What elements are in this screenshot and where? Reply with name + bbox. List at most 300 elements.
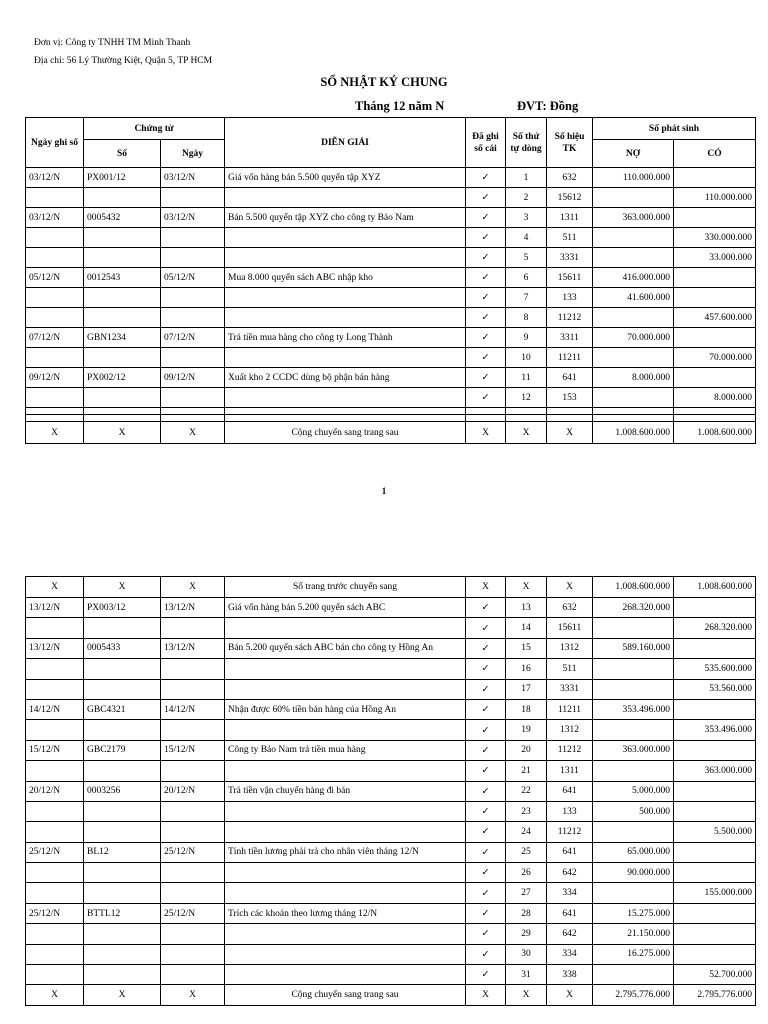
posted-check-icon: ✓ — [466, 308, 506, 328]
total-credit: 2.795.776.000 — [674, 985, 756, 1006]
col-voucher: Chứng từ — [84, 118, 225, 140]
debit-amount — [593, 965, 674, 985]
table-row — [26, 288, 756, 308]
x-mark: X — [26, 985, 84, 1006]
col-voucher-no: Số — [84, 140, 161, 168]
table-row — [26, 944, 756, 964]
line-number: 2 — [506, 188, 547, 208]
empty-row — [26, 415, 756, 422]
x-mark: X — [161, 985, 225, 1006]
posted-check-icon: ✓ — [466, 903, 506, 923]
line-number: 19 — [506, 720, 547, 740]
entry-date: 15/12/N — [26, 740, 84, 760]
line-number: 20 — [506, 740, 547, 760]
line-number: 18 — [506, 699, 547, 719]
line-number: 5 — [506, 248, 547, 268]
debit-amount: 8.000.000 — [593, 368, 674, 388]
credit-amount: 155.000.000 — [674, 883, 756, 903]
table-row — [26, 842, 756, 862]
account-number: 133 — [547, 801, 593, 821]
voucher-number — [84, 679, 161, 699]
entry-date — [26, 720, 84, 740]
empty-cell — [466, 415, 506, 422]
posted-check-icon: ✓ — [466, 740, 506, 760]
credit-amount: 52.700.000 — [674, 965, 756, 985]
debit-amount — [593, 388, 674, 408]
entry-description — [225, 883, 466, 903]
empty-cell — [593, 415, 674, 422]
empty-cell — [466, 408, 506, 415]
account-number: 1311 — [547, 208, 593, 228]
x-mark: X — [547, 422, 593, 444]
company-address: Địa chỉ: 56 Lý Thường Kiệt, Quận 5, TP HCM — [34, 56, 213, 66]
credit-amount — [674, 801, 756, 821]
entry-date — [26, 679, 84, 699]
col-credit: CÓ — [674, 140, 756, 168]
voucher-number — [84, 348, 161, 368]
voucher-date — [161, 883, 225, 903]
table-row — [26, 740, 756, 760]
posted-check-icon: ✓ — [466, 720, 506, 740]
total-debit: 1.008.600.000 — [593, 422, 674, 444]
account-number: 11212 — [547, 740, 593, 760]
line-number: 3 — [506, 208, 547, 228]
line-number: 13 — [506, 598, 547, 618]
journal-table-page-2 — [25, 576, 756, 1006]
debit-amount — [593, 618, 674, 638]
table-row — [26, 924, 756, 944]
account-number: 641 — [547, 903, 593, 923]
credit-amount — [674, 328, 756, 348]
empty-cell — [161, 408, 225, 415]
entry-description — [225, 924, 466, 944]
debit-amount — [593, 659, 674, 679]
voucher-number — [84, 965, 161, 985]
debit-amount: 589.160.000 — [593, 638, 674, 658]
credit-amount — [674, 638, 756, 658]
voucher-date — [161, 288, 225, 308]
entry-description — [225, 761, 466, 781]
empty-cell — [674, 408, 756, 415]
table-row — [26, 328, 756, 348]
x-mark: X — [547, 577, 593, 598]
voucher-number — [84, 822, 161, 842]
table-row — [26, 863, 756, 883]
total-label: Cộng chuyển sang trang sau — [225, 422, 466, 444]
credit-amount — [674, 208, 756, 228]
total-credit: 1.008.600.000 — [674, 577, 756, 598]
posted-check-icon: ✓ — [466, 188, 506, 208]
voucher-number: 0005432 — [84, 208, 161, 228]
entry-date: 25/12/N — [26, 842, 84, 862]
col-amount: Số phát sinh — [593, 118, 756, 140]
credit-amount — [674, 288, 756, 308]
posted-check-icon: ✓ — [466, 944, 506, 964]
debit-amount: 363.000.000 — [593, 208, 674, 228]
entry-description — [225, 348, 466, 368]
empty-cell — [225, 415, 466, 422]
entry-date — [26, 618, 84, 638]
account-number: 642 — [547, 924, 593, 944]
x-mark: X — [161, 577, 225, 598]
x-mark: X — [84, 985, 161, 1006]
account-number: 641 — [547, 781, 593, 801]
x-mark: X — [506, 422, 547, 444]
table-row — [26, 618, 756, 638]
empty-cell — [26, 415, 84, 422]
entry-date — [26, 883, 84, 903]
entry-description: Giá vốn hàng bán 5.200 quyển sách ABC — [225, 598, 466, 618]
table-row — [26, 228, 756, 248]
voucher-number — [84, 924, 161, 944]
x-mark: X — [84, 422, 161, 444]
posted-check-icon: ✓ — [466, 924, 506, 944]
debit-amount — [593, 348, 674, 368]
posted-check-icon: ✓ — [466, 679, 506, 699]
debit-amount — [593, 228, 674, 248]
account-number: 1312 — [547, 638, 593, 658]
voucher-number: BTTL12 — [84, 903, 161, 923]
credit-amount: 330.000.000 — [674, 228, 756, 248]
entry-date — [26, 924, 84, 944]
voucher-number — [84, 801, 161, 821]
entry-date: 20/12/N — [26, 781, 84, 801]
voucher-date — [161, 348, 225, 368]
entry-date: 13/12/N — [26, 598, 84, 618]
voucher-date — [161, 659, 225, 679]
debit-amount — [593, 679, 674, 699]
debit-amount: 268.320.000 — [593, 598, 674, 618]
table-row — [26, 638, 756, 658]
line-number: 22 — [506, 781, 547, 801]
posted-check-icon: ✓ — [466, 699, 506, 719]
credit-amount — [674, 863, 756, 883]
entry-date — [26, 248, 84, 268]
x-mark: X — [161, 422, 225, 444]
entry-date — [26, 228, 84, 248]
voucher-date — [161, 188, 225, 208]
account-number: 3331 — [547, 248, 593, 268]
line-number: 16 — [506, 659, 547, 679]
entry-description: Xuất kho 2 CCDC dùng bộ phận bán hàng — [225, 368, 466, 388]
line-number: 25 — [506, 842, 547, 862]
debit-amount: 21.150.000 — [593, 924, 674, 944]
posted-check-icon: ✓ — [466, 842, 506, 862]
voucher-date — [161, 761, 225, 781]
entry-date — [26, 761, 84, 781]
voucher-number: 0005433 — [84, 638, 161, 658]
posted-check-icon: ✓ — [466, 883, 506, 903]
voucher-number: 0012543 — [84, 268, 161, 288]
voucher-date — [161, 228, 225, 248]
account-number: 11212 — [547, 822, 593, 842]
debit-amount: 41.600.000 — [593, 288, 674, 308]
posted-check-icon: ✓ — [466, 208, 506, 228]
posted-check-icon: ✓ — [466, 761, 506, 781]
entry-date — [26, 863, 84, 883]
table-row — [26, 598, 756, 618]
credit-amount: 33.000.000 — [674, 248, 756, 268]
table-row — [26, 388, 756, 408]
posted-check-icon: ✓ — [466, 268, 506, 288]
line-number: 14 — [506, 618, 547, 638]
currency-unit: ĐVT: Đồng — [517, 99, 579, 113]
voucher-date — [161, 822, 225, 842]
debit-amount: 70.000.000 — [593, 328, 674, 348]
credit-amount — [674, 740, 756, 760]
page-number: 1 — [381, 486, 387, 496]
voucher-date: 03/12/N — [161, 168, 225, 188]
credit-amount: 8.000.000 — [674, 388, 756, 408]
account-number: 334 — [547, 944, 593, 964]
x-mark: X — [466, 422, 506, 444]
account-number: 15611 — [547, 268, 593, 288]
table-row — [26, 248, 756, 268]
entry-description — [225, 288, 466, 308]
empty-cell — [593, 408, 674, 415]
credit-amount — [674, 944, 756, 964]
posted-check-icon: ✓ — [466, 598, 506, 618]
voucher-date — [161, 863, 225, 883]
table-row — [26, 883, 756, 903]
empty-cell — [26, 408, 84, 415]
voucher-date — [161, 308, 225, 328]
credit-amount — [674, 781, 756, 801]
entry-date: 14/12/N — [26, 699, 84, 719]
voucher-number — [84, 720, 161, 740]
voucher-date — [161, 679, 225, 699]
entry-description — [225, 863, 466, 883]
voucher-date: 05/12/N — [161, 268, 225, 288]
table-row — [26, 761, 756, 781]
debit-amount: 363.000.000 — [593, 740, 674, 760]
empty-cell — [161, 415, 225, 422]
entry-date: 05/12/N — [26, 268, 84, 288]
table-row — [26, 208, 756, 228]
entry-description: Trả tiền mua hàng cho công ty Long Thành — [225, 328, 466, 348]
entry-description: Giá vốn hàng bán 5.500 quyển tập XYZ — [225, 168, 466, 188]
line-number: 28 — [506, 903, 547, 923]
line-number: 24 — [506, 822, 547, 842]
account-number: 338 — [547, 965, 593, 985]
line-number: 17 — [506, 679, 547, 699]
credit-amount — [674, 368, 756, 388]
account-number: 641 — [547, 842, 593, 862]
credit-amount: 353.496.000 — [674, 720, 756, 740]
table-row — [26, 801, 756, 821]
entry-description — [225, 228, 466, 248]
credit-amount: 70.000.000 — [674, 348, 756, 368]
entry-description — [225, 801, 466, 821]
col-voucher-date: Ngày — [161, 140, 225, 168]
voucher-number — [84, 308, 161, 328]
debit-amount: 5.000.000 — [593, 781, 674, 801]
posted-check-icon: ✓ — [466, 801, 506, 821]
credit-amount — [674, 598, 756, 618]
line-number: 15 — [506, 638, 547, 658]
line-number: 11 — [506, 368, 547, 388]
table-row — [26, 903, 756, 923]
entry-description — [225, 965, 466, 985]
posted-check-icon: ✓ — [466, 618, 506, 638]
voucher-number — [84, 388, 161, 408]
credit-amount: 457.600.000 — [674, 308, 756, 328]
account-number: 15611 — [547, 618, 593, 638]
debit-amount — [593, 883, 674, 903]
voucher-number: PX001/12 — [84, 168, 161, 188]
debit-amount — [593, 761, 674, 781]
voucher-date: 13/12/N — [161, 638, 225, 658]
voucher-date — [161, 248, 225, 268]
credit-amount — [674, 168, 756, 188]
account-number: 1311 — [547, 761, 593, 781]
voucher-number: GBC4321 — [84, 699, 161, 719]
table-row — [26, 822, 756, 842]
debit-amount — [593, 308, 674, 328]
x-mark: X — [506, 577, 547, 598]
entry-description — [225, 944, 466, 964]
empty-row — [26, 408, 756, 415]
account-number: 11211 — [547, 348, 593, 368]
x-mark: X — [26, 577, 84, 598]
entry-date: 25/12/N — [26, 903, 84, 923]
table-row — [26, 348, 756, 368]
empty-cell — [225, 408, 466, 415]
line-number: 26 — [506, 863, 547, 883]
debit-amount — [593, 248, 674, 268]
voucher-date — [161, 388, 225, 408]
posted-check-icon: ✓ — [466, 228, 506, 248]
carry-forward-row — [26, 985, 756, 1006]
posted-check-icon: ✓ — [466, 965, 506, 985]
voucher-number — [84, 659, 161, 679]
voucher-date: 07/12/N — [161, 328, 225, 348]
line-number: 21 — [506, 761, 547, 781]
line-number: 4 — [506, 228, 547, 248]
posted-check-icon: ✓ — [466, 168, 506, 188]
credit-amount: 110.000.000 — [674, 188, 756, 208]
credit-amount: 535.600.000 — [674, 659, 756, 679]
ledger-period: Tháng 12 năm N — [355, 99, 445, 113]
posted-check-icon: ✓ — [466, 659, 506, 679]
debit-amount — [593, 822, 674, 842]
entry-date — [26, 944, 84, 964]
account-number: 11211 — [547, 699, 593, 719]
account-number: 632 — [547, 168, 593, 188]
voucher-number — [84, 228, 161, 248]
entry-description — [225, 679, 466, 699]
voucher-date: 09/12/N — [161, 368, 225, 388]
table-row — [26, 188, 756, 208]
voucher-date — [161, 801, 225, 821]
debit-amount: 416.000.000 — [593, 268, 674, 288]
debit-amount — [593, 188, 674, 208]
line-number: 27 — [506, 883, 547, 903]
entry-description: Bán 5.500 quyển tập XYZ cho công ty Bảo Nam — [225, 208, 466, 228]
entry-date — [26, 965, 84, 985]
table-row — [26, 965, 756, 985]
posted-check-icon: ✓ — [466, 348, 506, 368]
voucher-date: 20/12/N — [161, 781, 225, 801]
entry-date — [26, 348, 84, 368]
voucher-number: PX003/12 — [84, 598, 161, 618]
voucher-date: 25/12/N — [161, 903, 225, 923]
col-debit: NỢ — [593, 140, 674, 168]
total-credit: 1.008.600.000 — [674, 422, 756, 444]
debit-amount: 65.000.000 — [593, 842, 674, 862]
voucher-number — [84, 288, 161, 308]
credit-amount — [674, 903, 756, 923]
line-number: 1 — [506, 168, 547, 188]
entry-description — [225, 188, 466, 208]
account-number: 133 — [547, 288, 593, 308]
account-number: 511 — [547, 228, 593, 248]
voucher-date: 13/12/N — [161, 598, 225, 618]
voucher-number: PX002/12 — [84, 368, 161, 388]
table-row — [26, 659, 756, 679]
voucher-number: GBC2179 — [84, 740, 161, 760]
posted-check-icon: ✓ — [466, 388, 506, 408]
table-row — [26, 168, 756, 188]
voucher-date — [161, 944, 225, 964]
voucher-date: 14/12/N — [161, 699, 225, 719]
col-description: DIỄN GIẢI — [225, 118, 466, 168]
entry-description: Công ty Bảo Nam trả tiền mua hàng — [225, 740, 466, 760]
entry-date: 07/12/N — [26, 328, 84, 348]
entry-description — [225, 822, 466, 842]
table-row — [26, 720, 756, 740]
voucher-date — [161, 720, 225, 740]
voucher-number: BL12 — [84, 842, 161, 862]
x-mark: X — [466, 985, 506, 1006]
col-posted: Đã ghi sổ cái — [466, 118, 506, 168]
credit-amount — [674, 842, 756, 862]
entry-date: 03/12/N — [26, 168, 84, 188]
credit-amount — [674, 924, 756, 944]
line-number: 7 — [506, 288, 547, 308]
entry-date — [26, 188, 84, 208]
voucher-number — [84, 761, 161, 781]
voucher-number — [84, 863, 161, 883]
entry-description — [225, 248, 466, 268]
debit-amount — [593, 720, 674, 740]
entry-description: Bán 5.200 quyển sách ABC bán cho công ty Hồng An — [225, 638, 466, 658]
carry-forward-row — [26, 422, 756, 444]
table-row — [26, 781, 756, 801]
line-number: 8 — [506, 308, 547, 328]
table-row — [26, 679, 756, 699]
posted-check-icon: ✓ — [466, 288, 506, 308]
voucher-number: 0003256 — [84, 781, 161, 801]
debit-amount: 110.000.000 — [593, 168, 674, 188]
account-number: 3311 — [547, 328, 593, 348]
voucher-number: GBN1234 — [84, 328, 161, 348]
table-row — [26, 308, 756, 328]
voucher-date — [161, 618, 225, 638]
entry-date — [26, 659, 84, 679]
debit-amount: 16.275.000 — [593, 944, 674, 964]
line-number: 6 — [506, 268, 547, 288]
empty-cell — [674, 415, 756, 422]
line-number: 29 — [506, 924, 547, 944]
account-number: 511 — [547, 659, 593, 679]
voucher-number — [84, 944, 161, 964]
entry-date — [26, 388, 84, 408]
table-row — [26, 368, 756, 388]
entry-date: 03/12/N — [26, 208, 84, 228]
voucher-number — [84, 883, 161, 903]
line-number: 9 — [506, 328, 547, 348]
